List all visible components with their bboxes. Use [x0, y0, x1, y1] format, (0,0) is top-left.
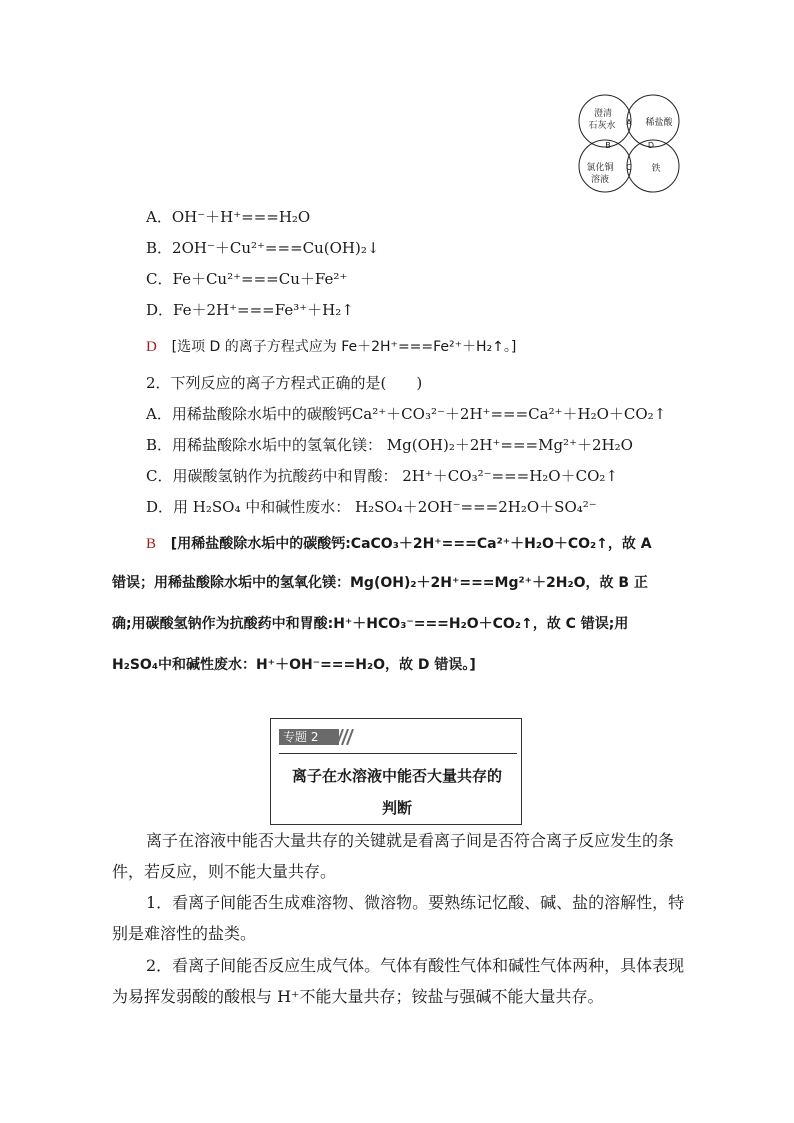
- topic-title-line-2: 判断: [381, 799, 412, 817]
- venn-diagram: [578, 92, 682, 194]
- q2-answer-letter: B: [146, 536, 157, 552]
- q1-option-a: A．OH⁻＋H⁺===H₂O: [146, 208, 311, 226]
- q1-answer-letter: D: [146, 339, 157, 355]
- q1-option-c: C．Fe＋Cu²⁺===Cu＋Fe²⁺: [146, 270, 348, 288]
- body-p1-line-1: 离子在溶液中能否大量共存的关键就是看离子间是否符合离子反应发生的条: [146, 831, 675, 850]
- q2-answer-line-4: H₂SO₄中和碱性废水：H⁺＋OH⁻===H₂O，故 D 错误。]: [112, 657, 476, 673]
- body-p2-line-1: 1．看离子间能否生成难溶物、微溶物。要熟练记忆酸、碱、盐的溶解性，特: [146, 893, 685, 912]
- body-p3-line-2: 为易挥发弱酸的酸根与 H⁺不能大量共存；铵盐与强碱不能大量共存。: [112, 987, 604, 1006]
- q2-answer-line-2: 错误；用稀盐酸除水垢中的氢氧化镁：Mg(OH)₂＋2H⁺===Mg²⁺＋2H₂O，故 B 正: [112, 575, 648, 591]
- venn-label-c1: 氯化铜: [586, 163, 614, 173]
- topic-tag-label: 专题 2: [283, 730, 319, 744]
- q2-option-b: B．用稀盐酸除水垢中的氢氧化镁： Mg(OH)₂＋2H⁺===Mg²⁺＋2H₂O: [146, 436, 633, 454]
- venn-region-b: B: [605, 141, 611, 150]
- topic-box: [270, 718, 522, 825]
- q2-answer-line-1: [146, 533, 652, 554]
- q2-option-d: D．用 H₂SO₄ 中和碱性废水： H₂SO₄＋2OH⁻===2H₂O＋SO₄²⁻: [146, 498, 597, 516]
- body-p2-line-2: 别是难溶性的盐类。: [112, 924, 257, 943]
- body-p3-line-1: 2．看离子间能否反应生成气体。气体有酸性气体和碱性气体两种，具体表现: [146, 956, 685, 975]
- q2-answer-text-1: [用稀盐酸除水垢中的碳酸钙:CaCO₃＋2H⁺===Ca²⁺＋H₂O＋CO₂↑，故 A: [170, 536, 652, 552]
- venn-region-c: C: [626, 163, 632, 172]
- body-p1-line-2: 件，若反应，则不能大量共存。: [112, 862, 337, 881]
- topic-title-line-1: 离子在水溶液中能否大量共存的: [291, 767, 502, 785]
- venn-label-c2: 溶液: [590, 175, 610, 185]
- venn-label-a1: 澄清: [593, 109, 613, 119]
- venn-label-b: 稀盐酸: [645, 118, 673, 128]
- q2-option-c: C．用碳酸氢钠作为抗酸药中和胃酸： 2H⁺＋CO₃²⁻===H₂O＋CO₂↑: [146, 467, 618, 485]
- q1-answer-explanation: [选项 D 的离子方程式应为 Fe＋2H⁺===Fe²⁺＋H₂↑。]: [171, 339, 517, 355]
- q1-option-d: D．Fe＋2H⁺===Fe³⁺＋H₂↑: [146, 301, 354, 319]
- venn-region-d: D: [647, 141, 655, 150]
- q2-stem: 2．下列反应的离子方程式正确的是( ): [146, 374, 423, 392]
- topic-tag: [279, 727, 517, 747]
- q2-answer-line-3: 确;用碳酸氢钠作为抗酸药中和胃酸:H⁺＋HCO₃⁻===H₂O＋CO₂↑，故 C 错误;用: [112, 616, 629, 632]
- q2-option-a: A．用稀盐酸除水垢中的碳酸钙Ca²⁺＋CO₃²⁻＋2H⁺===Ca²⁺＋H₂O＋CO₂↑: [146, 405, 667, 423]
- venn-region-a: A: [626, 118, 632, 127]
- venn-label-a2: 石灰水: [588, 121, 616, 131]
- topic-tag-stripes-icon: [335, 729, 357, 745]
- q1-answer: [146, 336, 516, 357]
- topic-divider: [279, 753, 517, 754]
- venn-label-d: 铁: [651, 164, 661, 174]
- q1-option-b: B．2OH⁻＋Cu²⁺===Cu(OH)₂↓: [146, 239, 380, 257]
